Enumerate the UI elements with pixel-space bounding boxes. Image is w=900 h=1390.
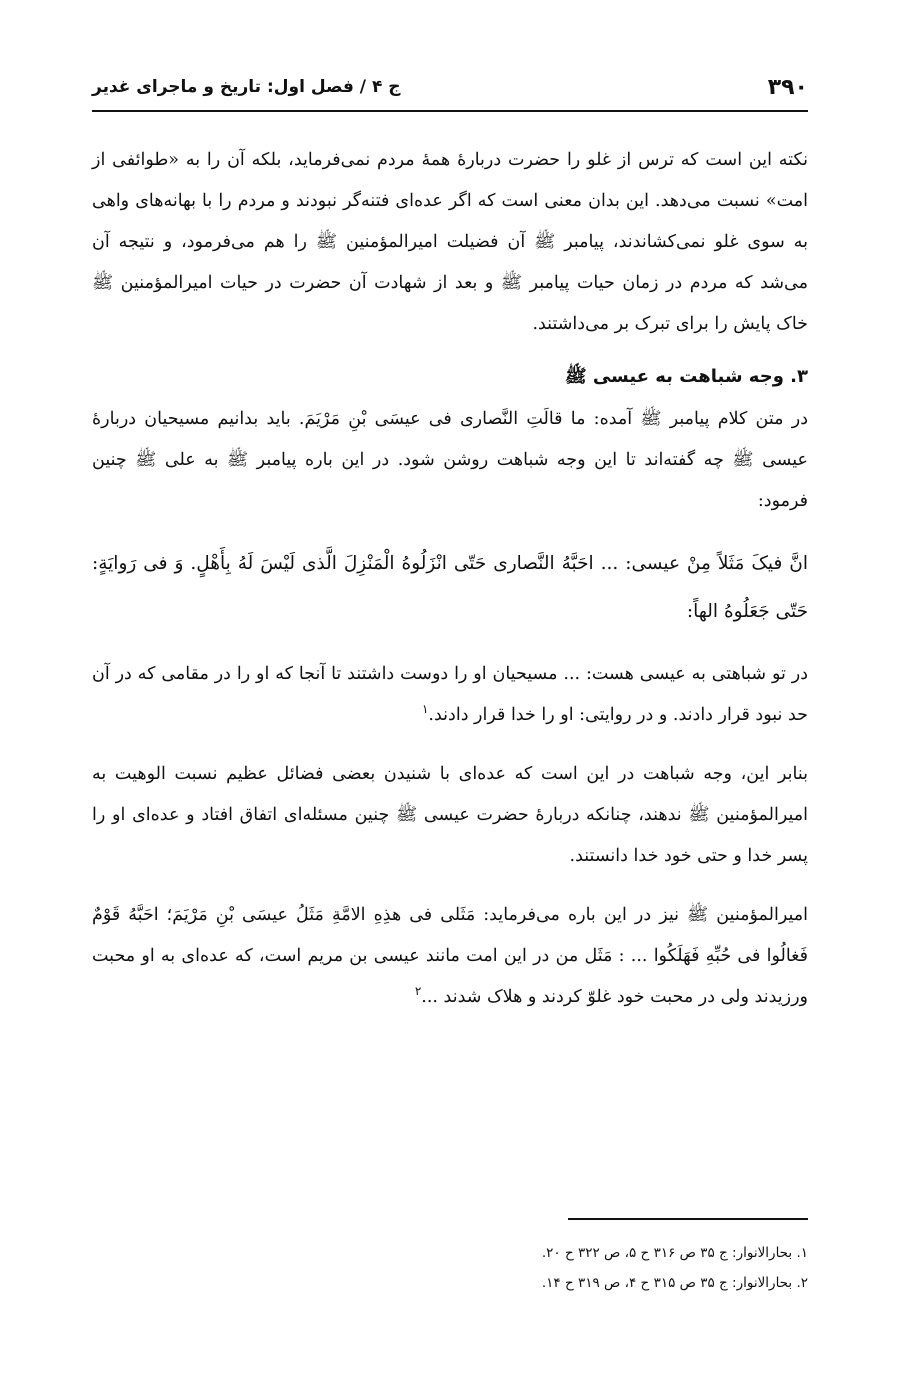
running-title: ج ۴ / فصل اول: تاریخ و ماجرای غدیر	[92, 77, 401, 97]
paragraph-3	[92, 654, 808, 736]
page-body	[92, 140, 808, 1018]
footnote-ref-1: ۱	[421, 702, 429, 717]
footnote-1: ۱. بحارالانوار: ج ۳۵ ص ۳۱۶ ح ۵، ص ۳۲۲ ح ۲۰.	[541, 1245, 808, 1261]
footnote-divider	[568, 1218, 808, 1220]
paragraph-3-text: در تو شباهتی به عیسی هست: ... مسیحیان او را دوست داشتند تا آنجا که او را در مقامی که در آن حد نبود قرار دادند. و در روایتی: او را خدا قرار دادند.	[92, 664, 808, 725]
paragraph-2: در متن کلام پیامبر ﷺ آمده: ما قالَتِ النَّصاری فی عیسَی بْنِ مَرْیَمَ. باید بدانیم مسیحیان دربارهٔ عیسی ﷺ چه گفته‌اند تا این وجه شباهت روشن شود. در این باره پیامبر ﷺ به علی ﷺ چنین فرمود:	[92, 409, 808, 511]
page-header	[92, 64, 808, 112]
footnote-2: ۲. بحارالانوار: ج ۳۵ ص ۳۱۵ ح ۴، ص ۳۱۹ ح ۱۴.	[541, 1275, 808, 1291]
paragraph-5-text: امیرالمؤمنین ﷺ نیز در این باره می‌فرماید: مَثَلی فی هذِهِ الامَّةِ مَثَلُ عیسَی بْنِ مَرْیَمَ؛ احَبَّهُ قَوْمٌ فَغالُوا فی حُبِّهِ فَهَلَکُوا ... : مَثَل من در این امت مانند عیسی بن مریم است، که عده‌ای به او محبت ورزیدند ولی در محبت خود غلوّ کردند و هلاک شدند ...	[92, 905, 808, 1007]
footnotes	[92, 1238, 808, 1298]
book-page	[92, 0, 808, 1390]
paragraph-5	[92, 895, 808, 1018]
paragraph-1: نکته این است که ترس از غلو را حضرت دربارهٔ همهٔ مردم نمی‌فرماید، بلکه آن را به «طوائفی از امت» نسبت می‌دهد. این بدان معنی است که اگر عده‌ای فتنه‌گر نبودند و مردم را با بهانه‌های واهی به سوی غلو نمی‌کشاندند، پیامبر ﷺ آن فضیلت امیرالمؤمنین ﷺ را هم می‌فرمود، و نتیجه آن می‌شد که مردم در زمان حیات پیامبر ﷺ و بعد از شهادت آن حضرت در حیات امیرالمؤمنین ﷺ خاک پایش را برای تبرک بر می‌داشتند.	[92, 150, 808, 334]
footnote-ref-2: ۲	[414, 984, 422, 999]
section-heading: ۳. وجه شباهت به عیسی ﷺ	[564, 366, 808, 387]
arabic-quote: انَّ فیکَ مَثَلاً مِنْ عیسی: ... احَبَّهُ النَّصاری حَتّی انْزَلُوهُ الْمَنْزِلَ الَّذی لَیْسَ لَهُ بِأَهْلٍ. وَ فی رَوایَةٍ: حَتّی جَعَلُوهُ الهاً:	[92, 553, 808, 622]
paragraph-4: بنابر این، وجه شباهت در این است که عده‌ای با شنیدن بعضی فضائل عظیم نسبت الوهیت به امیرالمؤمنین ﷺ ندهند، چنانکه دربارهٔ حضرت عیسی ﷺ چنین مسئله‌ای اتفاق افتاد و عده‌ای او را پسر خدا و حتی خود خدا دانستند.	[92, 764, 808, 866]
page-number: ۳۹۰	[767, 74, 808, 100]
